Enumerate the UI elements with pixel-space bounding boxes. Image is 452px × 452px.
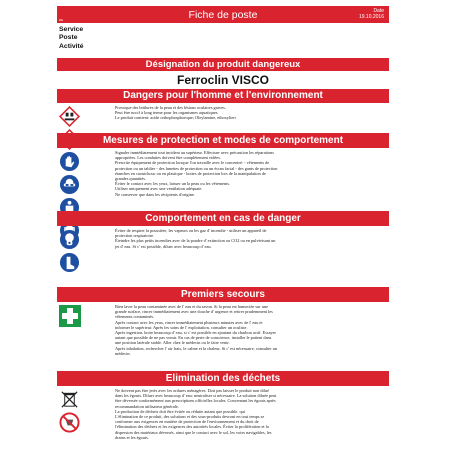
corner-mark: DE (59, 18, 64, 22)
protection-line: Ne conserver que dans les récipients d'origine. (115, 191, 195, 197)
poste-label: Poste (59, 34, 78, 42)
dangers-line: Le produit contient: acide orthophosphorique; Oleylamine, ethoxyliert (115, 115, 236, 121)
first-aid-heading: Premiers secours (57, 287, 389, 302)
danger-behaviour-icons (59, 229, 83, 275)
first-aid-line: Bien laver la peau contaminée avec de l' eau et du savon. Si la peau est humectée sur une (115, 304, 268, 309)
first-aid-section (57, 303, 389, 367)
dangers-line: Peut être nocif à long terme pour les organismes aquatiques. (115, 110, 219, 116)
designation-heading: Désignation du produit dangereux (57, 58, 389, 71)
protection-line: appropriées. Les conduites doivent être complètement vidées. (115, 155, 221, 161)
danger-behaviour-text (115, 228, 387, 249)
protection-line: grandes quantités. (115, 176, 147, 182)
disposal-text (115, 388, 387, 440)
protection-heading: Mesures de protection et modes de comportement (57, 133, 389, 148)
disposal-line: recommandation utilisateur générale. (115, 403, 179, 409)
disposal-line: dans les égouts. Diluer avec beaucoup d' eau: neutraliser si nécessaire. La solution diluée peut (115, 393, 277, 399)
page-title: Fiche de poste (188, 9, 258, 21)
disposal-line: drains et les égouts. (115, 434, 149, 440)
first-aid-line: vêtements contaminés. (115, 314, 155, 320)
disposal-line: l'élimination des déchets et les exigences des autorités locales. Éviter la prolifération et la (115, 424, 269, 430)
disposal-icons (59, 389, 105, 435)
first-aid-line: Après inhalation, rechercher l' air frais, le calme et la chaleur. Si c' est nécessaire, consulter un (115, 345, 277, 351)
header-bar (57, 6, 389, 23)
danger-behaviour-line: Éviter de respirer la poussière, les vapeurs ou les gaz d' incendie - utiliser un appareil de (115, 228, 267, 233)
product-name: Ferroclin VISCO (176, 73, 270, 87)
disposal-line: dispersion des matériaux déversés, ainsi que le contact avec le sol, les voies navigables, les (115, 429, 272, 435)
disposal-line: La production de déchets doit être évitée ou réduite autant que possible. qui (115, 408, 245, 414)
first-aid-icons (59, 305, 105, 329)
dangers-section (57, 104, 389, 130)
danger-behaviour-heading: Comportement en cas de danger (57, 211, 389, 226)
disposal-heading: Elimination des déchets (57, 371, 389, 386)
meta-fields (59, 26, 84, 51)
danger-behaviour-line: Éteindre les plus petits incendies avec de la poudre d' extinction ou CO2 ou en pulvérisant un (115, 238, 276, 244)
protection-line: Signaler immédiatement tout incident au supérieur. Effectuer avec précaution les réparations (115, 150, 274, 155)
protection-line: Utiliser uniquement avec une ventilation adéquate. (115, 186, 203, 192)
disposal-line: être déversée conformément aux prescriptions officielles locales. Concernant les égouts après (115, 398, 276, 404)
disposal-line: conformer aux exigences en matière de protection de l'environnement et du droit de (115, 419, 259, 425)
no-drain-disposal-icon (59, 412, 80, 433)
protection-line: Prescrite équipement de protection lorsque l'on travaille avec le concentré: - vêtements de (115, 160, 270, 166)
first-aid-line: Après contact avec les yeux, rincer immédiatement plusieurs minutes avec de l' eau et (115, 319, 263, 325)
ghs05-corrosive-icon (59, 106, 80, 127)
first-aid-line: une position latérale stable. Aller chez le médecin ou le faire venir. (115, 340, 230, 346)
safety-boots-icon (59, 252, 80, 273)
danger-behaviour-line: jet d' eau. Si c' est possible, diluer avec beaucoup d' eau. (115, 243, 212, 249)
wear-eye-protection-icon (59, 174, 80, 195)
respiratory-protection-icon (59, 229, 80, 250)
protection-section (57, 149, 389, 206)
no-bin-disposal-icon (59, 389, 80, 410)
protection-line: protection ou un tablier - des lunettes de protection ou un écran facial - des gants de protection (115, 165, 278, 171)
first-aid-line: médecin. (115, 350, 131, 356)
protection-text (115, 150, 387, 197)
date-block (359, 8, 384, 20)
disposal-line: L'élimination de ce produit, des solutions et des sous-produits devront en tout temps se (115, 414, 265, 420)
date-value: 19.10.2016 (358, 14, 384, 20)
first-aid-line: Après ingestion, boire beaucoup d' eau, si c' est possible en ajoutant du charbon actif. Essayer (115, 330, 276, 336)
wear-gloves-icon (59, 151, 80, 172)
first-aid-line: informer le supérieur. Après les soins de l' exploitation, consulter un oculiste. (115, 324, 248, 330)
disposal-section (57, 387, 389, 445)
first-aid-text (115, 304, 387, 356)
activite-label: Activité (59, 42, 84, 50)
disposal-line: Ne doivent pas être jetés avec les ordures ménagères. Doit pas laisser le produit non dilué (115, 388, 269, 393)
first-aid-line: grande surface, rincer immédiatement avec une douche d' urgence et retirer prudemment les (115, 309, 273, 315)
service-label: Service (59, 26, 84, 33)
safety-sheet (57, 6, 389, 446)
first-aid-cross-icon (59, 305, 81, 327)
protection-line: étanches en caoutchouc ou en plastique - bottes de protection lors de la manipulation de (115, 170, 266, 176)
dangers-heading: Dangers pour l'homme et l'environnement (57, 89, 389, 103)
date-label: Date (373, 8, 384, 14)
danger-behaviour-line: protection respiratoire. (115, 233, 155, 239)
dangers-text (115, 105, 387, 121)
protection-line: Éviter le contact avec les yeux, laisser un la peau ou les vêtements. (115, 181, 231, 187)
dangers-line: Provoque des brûlures de la peau et des lésions oculaires graves. (115, 105, 226, 110)
danger-behaviour-section (57, 227, 389, 282)
first-aid-line: autant que possible de ne pas vomir. En cas de perte de conscience, installer le patient dans (115, 335, 272, 341)
